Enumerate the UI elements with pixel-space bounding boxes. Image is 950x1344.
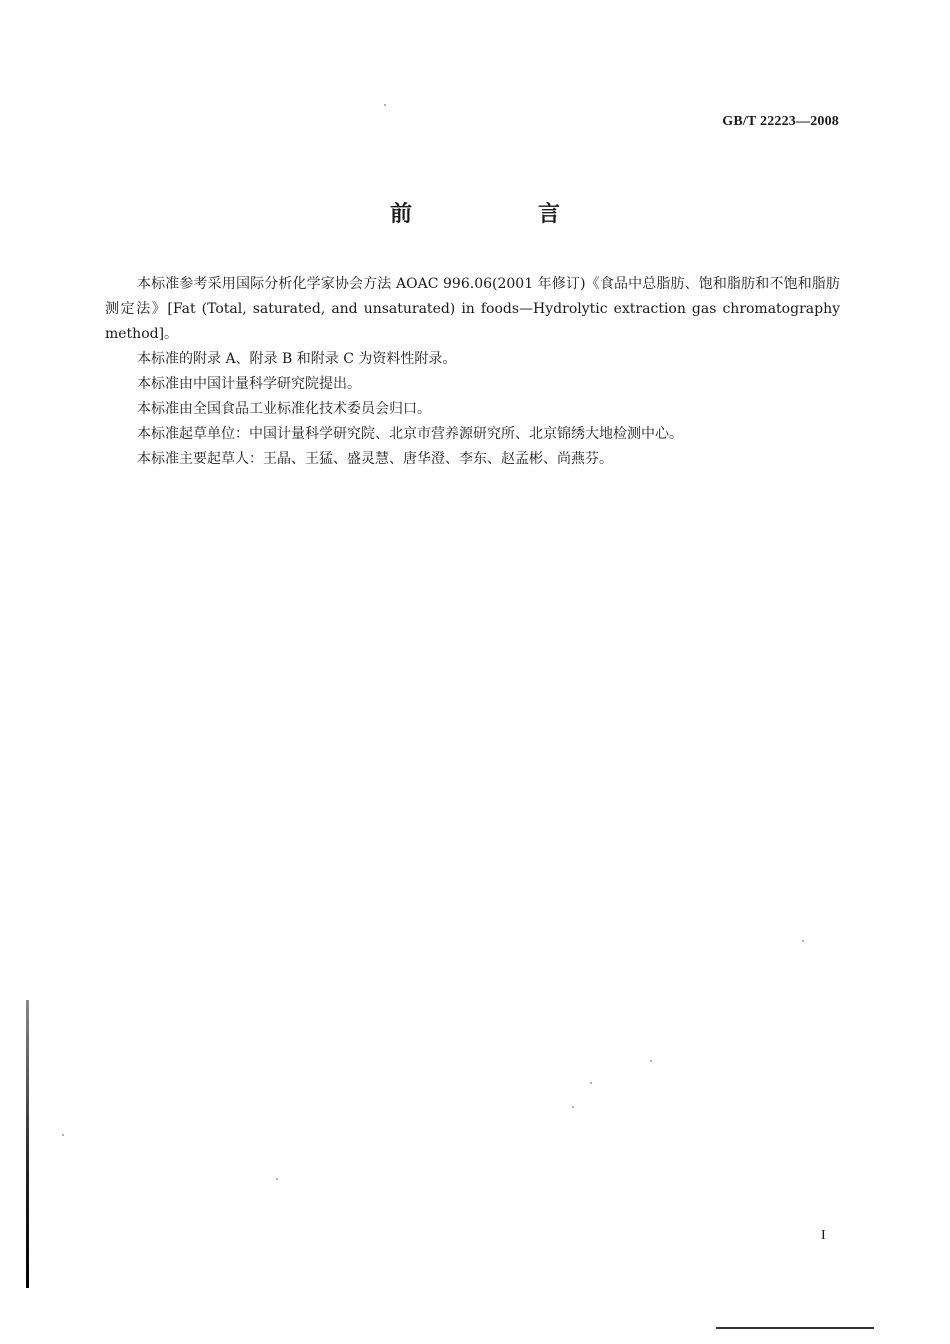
scan-speck [384, 104, 386, 106]
scan-speck [62, 1134, 64, 1136]
scan-speck [802, 940, 804, 942]
paragraph-drafting-units: 本标准起草单位：中国计量科学研究院、北京市营养源研究所、北京锦绣大地检测中心。 [137, 426, 683, 442]
page-number: I [821, 1228, 826, 1243]
scan-speck [590, 1082, 592, 1084]
scan-speck [276, 1178, 278, 1180]
page-title: 前 言 [389, 202, 612, 227]
scan-line-artifact [716, 1327, 874, 1329]
paragraph-appendices: 本标准的附录 A、附录 B 和附录 C 为资料性附录。 [137, 351, 457, 367]
paragraph-proposer: 本标准由中国计量科学研究院提出。 [137, 376, 361, 392]
standard-number: GB/T 22223—2008 [722, 114, 839, 129]
paragraph-reference-method: 本标准参考采用国际分析化学家协会方法 AOAC 996.06(2001 年修订)《食品中总脂肪、饱和脂肪和不饱和脂肪测定法》[Fat (Total, saturated, and unsaturated) in foods—Hydrolytic extraction gas chromatography method]。 [105, 276, 840, 342]
foreword-body [105, 272, 840, 472]
scan-speck [572, 1106, 574, 1108]
paragraph-committee: 本标准由全国食品工业标准化技术委员会归口。 [137, 401, 431, 417]
paragraph-drafters: 本标准主要起草人：王晶、王猛、盛灵慧、唐华澄、李东、赵孟彬、尚燕芬。 [137, 451, 613, 467]
scan-edge-artifact [26, 1000, 29, 1288]
scan-speck [650, 1060, 652, 1062]
